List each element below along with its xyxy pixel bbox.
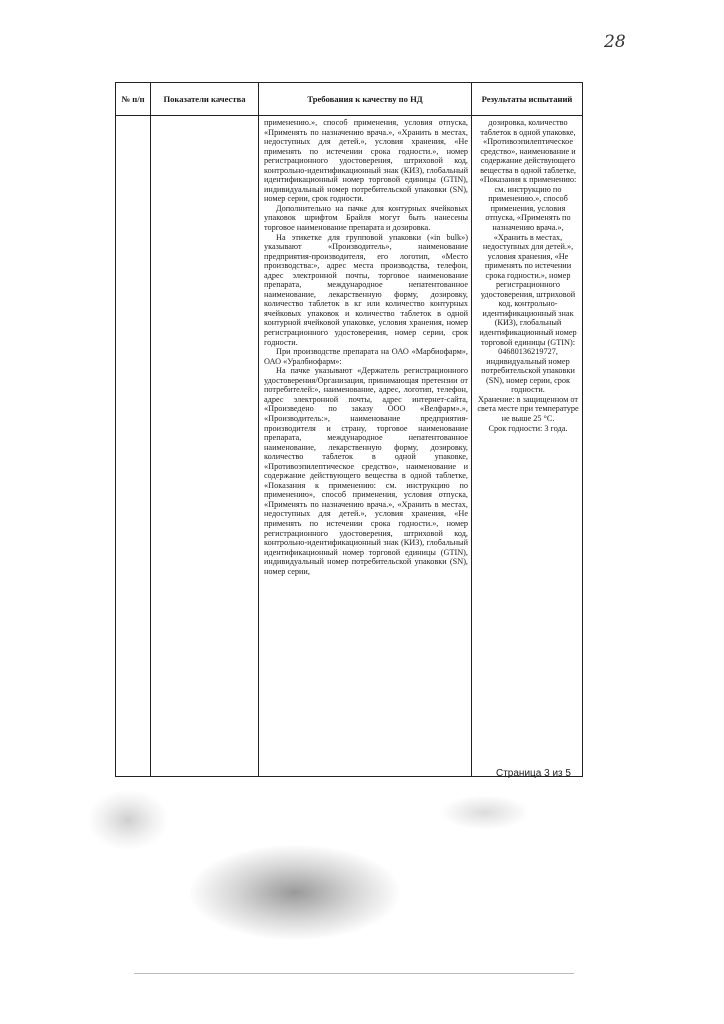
header-num: № п/п — [116, 83, 151, 116]
results-storage: Хранение: в защищенном от света месте при температуре не выше 25 °С. — [477, 394, 579, 423]
indicator-cell — [151, 116, 259, 777]
scan-smudge — [190, 845, 400, 940]
handwritten-page-number: 28 — [604, 32, 626, 52]
requirements-paragraph: На этикетке для групповой упаковки («in bulk») указывают «Производитель», наименование предприятия-производителя, его логотип, «Место производства:», адрес места производства, телефон, адрес электронной почты, торговое наименование препарата, международное непатентованное наименование, лекарственную форму, дозировку, количество таблеток в кг или количество контурных ячейковых упаковок и количество таблеток в одной контурной ячейковой упаковке, условия хранения, номер регистрационного удостоверения, номер серии, срок годности. — [264, 232, 468, 347]
scan-edge-line — [134, 973, 574, 974]
num-cell — [116, 116, 151, 777]
requirements-paragraph: На пачке указывают «Держатель регистрационного удостоверения/Организация, принимающая претензии от потребителей:», наименование, адрес, логотип, телефон, адрес электронной почты, адрес интернет-сайта, «Произведено по заказу ООО «Велфарм».», «Производитель:», наименование предприятия-производителя и страну, торговое наименование препарата, международное непатентованное наименование, лекарственную форму, дозировку, количество таблеток в одной упаковке, «Противоэпилептическое средство», наименование и содержание действующего вещества в одной таблетке, «Показания к применению: см. инструкцию по применению», способ применения, условия отпуска, «Применять по назначению врача.», «Хранить в местах, недоступных для детей.», условия хранения, «Не применять по истечении срока годности.», номер регистрационного удостоверения, штриховой код, контрольно-идентификационный знак (КИЗ), глобальный идентификационный номер торговой единицы (GTIN), индивидуальный номер потребительской упаковки (SN), номер серии, — [264, 366, 468, 576]
results-text: дозировка, количество таблеток в одной упаковке, «Противоэпилептическое средство», наименование и содержание действующего вещества в одной таблетке, «Показания к применению: см. инструкцию по применению.», способ применения, условия отпуска, «Применять по назначению врача.», «Хранить в местах, недоступных для детей.», условия хранения, «Не применять по истечении срока годности.», номер регистрационного удостоверения, штриховой код, контрольно-идентификационный знак (КИЗ), глобальный идентификационный номер торговой единицы (GTIN): 04680136219727, индивидуальный номер потребительской упаковки (SN), номер серии, срок годности. — [479, 118, 577, 395]
scan-smudge — [440, 795, 530, 830]
requirements-cell — [259, 116, 472, 777]
results-shelf-life: Срок годности: 3 года. — [488, 423, 568, 433]
header-requirements: Требования к качеству по НД — [259, 83, 472, 116]
table-row — [116, 116, 583, 777]
requirements-paragraph: При производстве препарата на ОАО «Марбиофарм», ОАО «Уралбиофарм»: — [264, 347, 468, 366]
scan-smudge — [88, 790, 168, 850]
quality-requirements-table — [115, 82, 583, 777]
requirements-paragraph: Дополнительно на пачке для контурных ячейковых упаковок шрифтом Брайля могут быть нанесены торговое наименование препарата и дозировка. — [264, 203, 468, 233]
results-cell — [472, 116, 583, 777]
table-header-row — [116, 83, 583, 116]
page-number: Страница 3 из 5 — [496, 768, 571, 779]
header-results: Результаты испытаний — [472, 83, 583, 116]
header-indicators: Показатели качества — [151, 83, 259, 116]
requirements-paragraph: применению.», способ применения, условия отпуска, «Применять по назначению врача.», «Хранить в местах, недоступных для детей.», условия хранения, «Не применять по истечении срока годности.», номер регистрационного удостоверения, штриховой код, контрольно-идентификационный знак (КИЗ), глобальный идентификационный номер торговой единицы (GTIN), индивидуальный номер потребительской упаковки (SN), номер серии, срок годности. — [264, 118, 468, 204]
